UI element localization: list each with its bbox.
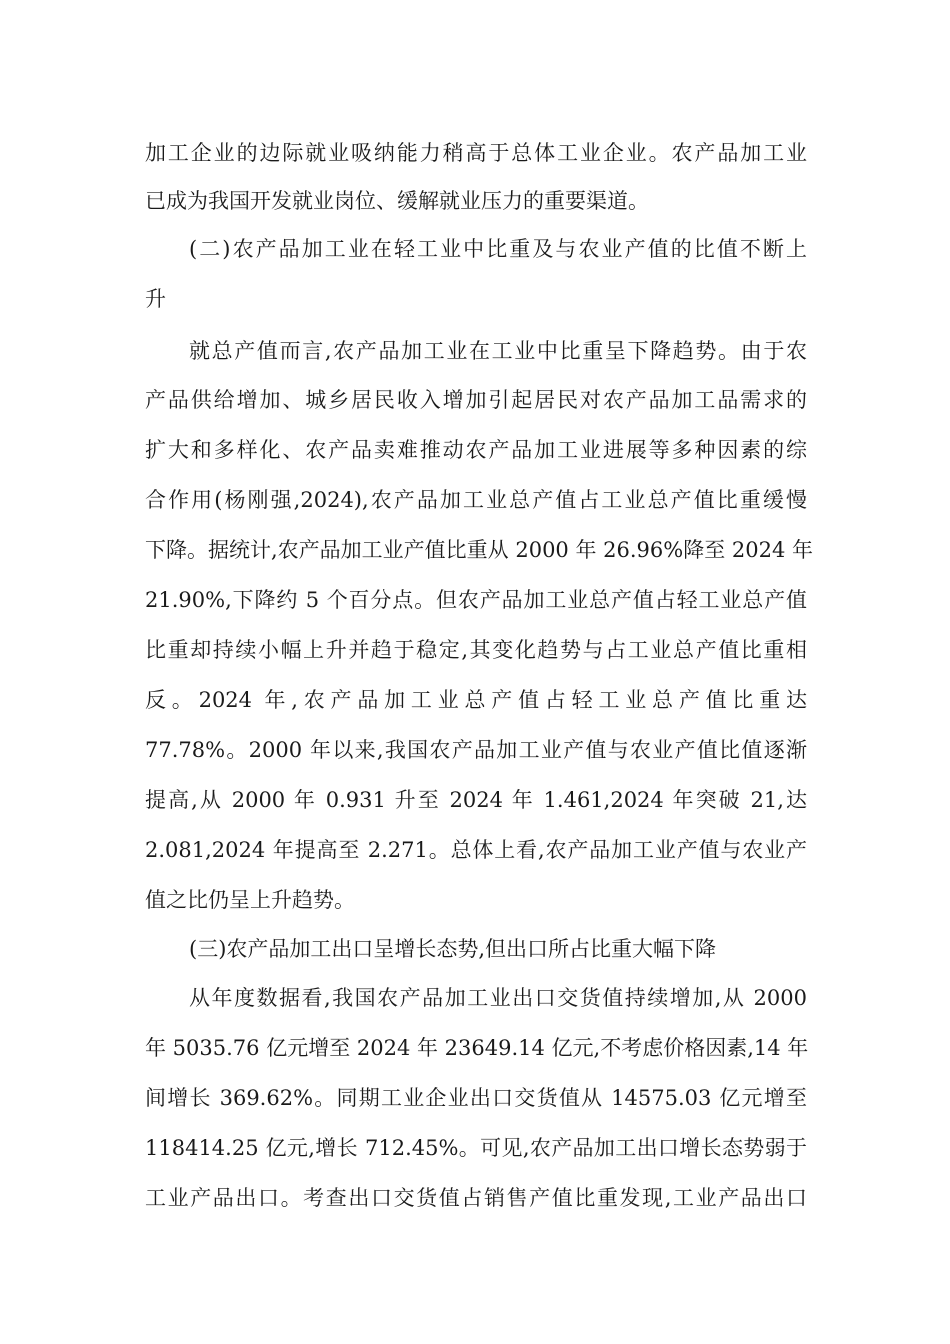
paragraph-line: 产品供给增加、城乡居民收入增加引起居民对农产品加工品需求的 <box>145 388 807 412</box>
paragraph-line: 已成为我国开发就业岗位、缓解就业压力的重要渠道。 <box>145 189 649 213</box>
paragraph-line: 值之比仍呈上升趋势。 <box>145 888 355 912</box>
paragraph-line: 21.90%,下降约 5 个百分点。但农产品加工业总产值占轻工业总产值 <box>145 588 807 612</box>
paragraph-line: 工业产品出口。考查出口交货值占销售产值比重发现,工业产品出口 <box>145 1186 807 1210</box>
paragraph-line: 提高,从 2000 年 0.931 升至 2024 年 1.461,2024 年突破 21,达 <box>145 788 807 812</box>
section-heading-2-continued: 升 <box>145 287 166 311</box>
section-heading-2: (二)农产品加工业在轻工业中比重及与农业产值的比值不断上 <box>189 237 807 261</box>
paragraph-line: 间增长 369.62%。同期工业企业出口交货值从 14575.03 亿元增至 <box>145 1086 807 1110</box>
paragraph-line: 比重却持续小幅上升并趋于稳定,其变化趋势与占工业总产值比重相 <box>145 638 807 662</box>
paragraph-line: 加工企业的边际就业吸纳能力稍高于总体工业企业。农产品加工业 <box>145 141 807 165</box>
paragraph-line: 扩大和多样化、农产品卖难推动农产品加工业进展等多种因素的综 <box>145 438 807 462</box>
paragraph-line: 就总产值而言,农产品加工业在工业中比重呈下降趋势。由于农 <box>189 339 807 363</box>
paragraph-line: 下降。据统计,农产品加工业产值比重从 2000 年 26.96%降至 2024 年 <box>145 538 814 562</box>
paragraph-line: 从年度数据看,我国农产品加工业出口交货值持续增加,从 2000 <box>189 986 807 1010</box>
paragraph-line: 反。2024 年,农产品加工业总产值占轻工业总产值比重达 <box>145 688 807 712</box>
section-heading-3: (三)农产品加工出口呈增长态势,但出口所占比重大幅下降 <box>189 937 717 961</box>
paragraph-line: 2.081,2024 年提高至 2.271。总体上看,农产品加工业产值与农业产 <box>145 838 807 862</box>
paragraph-line: 118414.25 亿元,增长 712.45%。可见,农产品加工出口增长态势弱于 <box>145 1136 807 1160</box>
paragraph-line: 年 5035.76 亿元增至 2024 年 23649.14 亿元,不考虑价格因素,14 年 <box>145 1036 809 1060</box>
paragraph-line: 77.78%。2000 年以来,我国农产品加工业产值与农业产值比值逐渐 <box>145 738 807 762</box>
paragraph-line: 合作用(杨刚强,2024),农产品加工业总产值占工业总产值比重缓慢 <box>145 488 807 512</box>
